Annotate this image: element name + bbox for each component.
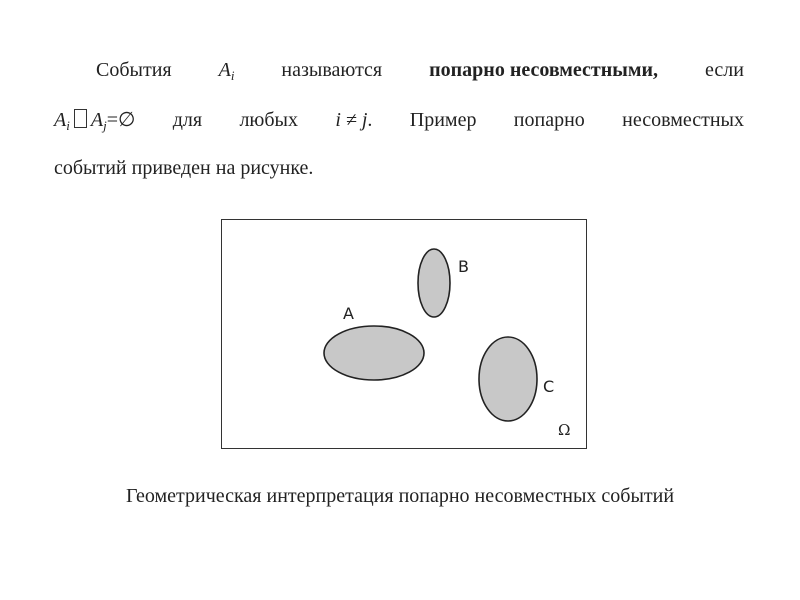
word-esli: если bbox=[705, 59, 744, 81]
word-nazyvayutsya: называются bbox=[281, 59, 383, 81]
formula-equals-empty: =∅ bbox=[106, 109, 136, 131]
word-primer: Пример bbox=[409, 109, 477, 131]
event-ai bbox=[219, 60, 235, 82]
word-nesovmestnykh: несовместных bbox=[622, 109, 744, 131]
venn-diagram bbox=[222, 220, 586, 448]
event-c-ellipse bbox=[479, 337, 537, 421]
formula-left-index: i bbox=[66, 118, 70, 133]
word-lyubykh: любых bbox=[239, 109, 298, 131]
formula-left-symbol: A bbox=[54, 109, 67, 131]
event-b-ellipse bbox=[418, 249, 450, 317]
word-poparno: попарно bbox=[513, 109, 585, 131]
formula-right-index: j bbox=[103, 118, 107, 133]
formula-right-symbol: A bbox=[90, 109, 104, 131]
label-c: C bbox=[543, 377, 555, 396]
missing-glyph-icon bbox=[74, 109, 87, 128]
event-symbol: A bbox=[218, 59, 231, 81]
intersection-formula bbox=[54, 109, 135, 132]
term-pairwise-incompatible: попарно несовместными, bbox=[429, 59, 659, 81]
paragraph-line-2 bbox=[54, 109, 744, 132]
venn-figure bbox=[221, 219, 587, 449]
word-sobytiya: События bbox=[96, 59, 172, 81]
event-index: i bbox=[230, 68, 235, 83]
label-b: B bbox=[458, 257, 469, 276]
label-a: A bbox=[343, 304, 354, 323]
paragraph-line-3: событий приведен на рисунке. bbox=[54, 157, 314, 179]
condition-text: i ≠ j bbox=[335, 109, 368, 131]
figure-caption: Геометрическая интерпретация попарно несовместных событий bbox=[125, 485, 675, 507]
condition-i-neq-j: i ≠ j. bbox=[335, 109, 373, 131]
word-dlya: для bbox=[172, 109, 203, 131]
event-a-ellipse bbox=[324, 326, 424, 380]
term-text: попарно несовместными bbox=[429, 59, 654, 81]
label-omega: Ω bbox=[558, 421, 571, 439]
paragraph-line-1 bbox=[96, 60, 744, 82]
